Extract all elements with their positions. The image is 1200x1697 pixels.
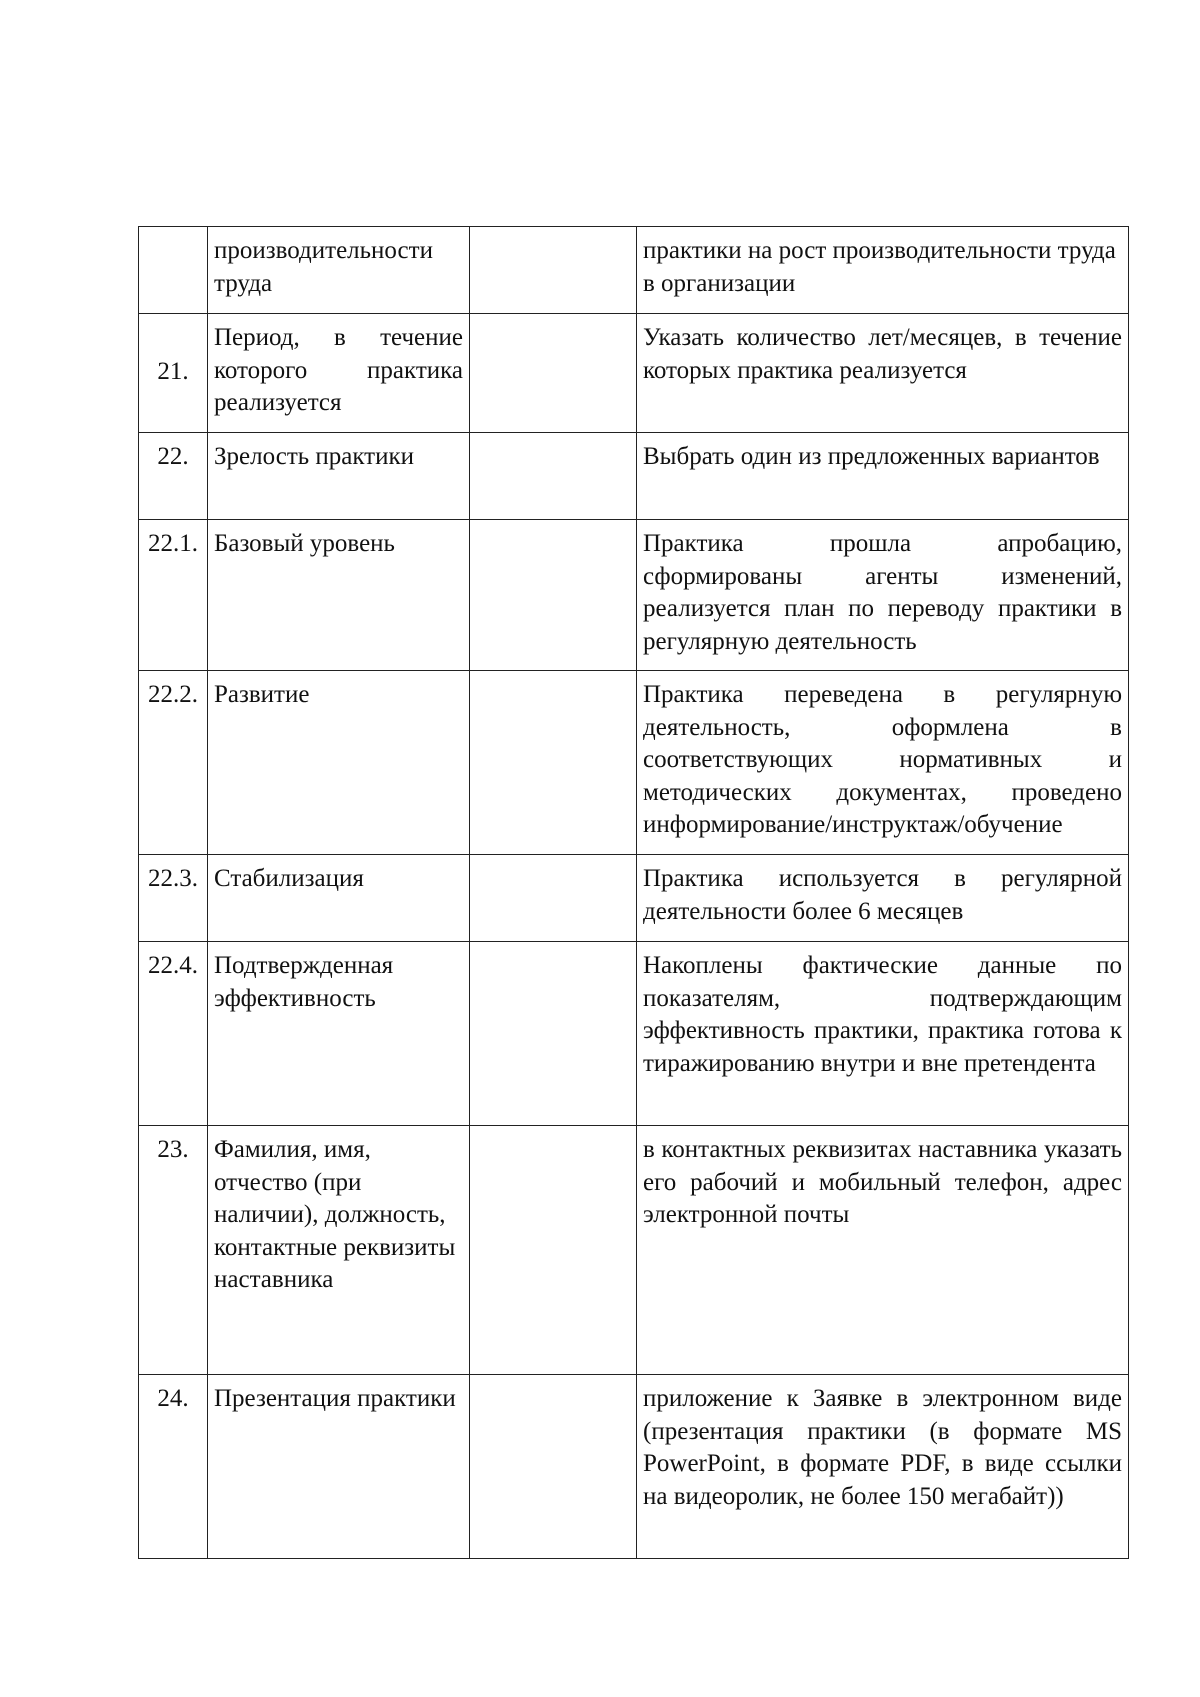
table-row bbox=[139, 855, 1129, 942]
row-number: 21. bbox=[139, 314, 208, 433]
field-name: Фамилия, имя, отчество (при наличии), должность, контактные реквизиты наставника bbox=[208, 1126, 470, 1375]
field-value-cell[interactable] bbox=[470, 433, 637, 520]
field-instruction: практики на рост производительности труда в организации bbox=[637, 227, 1129, 314]
table-row bbox=[139, 942, 1129, 1126]
field-instruction: в контактных реквизитах наставника указать его рабочий и мобильный телефон, адрес электронной почты bbox=[637, 1126, 1129, 1375]
table-row bbox=[139, 1375, 1129, 1559]
application-form-table bbox=[138, 226, 1129, 1559]
table-row bbox=[139, 520, 1129, 671]
field-value-cell[interactable] bbox=[470, 671, 637, 855]
field-instruction: Указать количество лет/месяцев, в течение которых практика реализуется bbox=[637, 314, 1129, 433]
field-instruction: Практика переведена в регулярную деятельность, оформлена в соответствующих нормативных и методических документах, проведено информирование/инструктаж/обучение bbox=[637, 671, 1129, 855]
field-name: Зрелость практики bbox=[208, 433, 470, 520]
field-name: Период, в течение которого практика реализуется bbox=[208, 314, 470, 433]
field-value-cell[interactable] bbox=[470, 1375, 637, 1559]
table-row bbox=[139, 227, 1129, 314]
row-number: 24. bbox=[139, 1375, 208, 1559]
table-row bbox=[139, 1126, 1129, 1375]
field-value-cell[interactable] bbox=[470, 942, 637, 1126]
field-name: Стабилизация bbox=[208, 855, 470, 942]
row-number: 22.2. bbox=[139, 671, 208, 855]
field-instruction: Выбрать один из предложенных вариантов bbox=[637, 433, 1129, 520]
table-row bbox=[139, 671, 1129, 855]
table-row bbox=[139, 314, 1129, 433]
field-instruction: приложение к Заявке в электронном виде (презентация практики (в формате MS PowerPoint, в формате PDF, в виде ссылки на видеоролик, не более 150 мегабайт)) bbox=[637, 1375, 1129, 1559]
field-name: производительности труда bbox=[208, 227, 470, 314]
table-row bbox=[139, 433, 1129, 520]
row-number: 22. bbox=[139, 433, 208, 520]
row-number: 22.3. bbox=[139, 855, 208, 942]
field-instruction: Практика прошла апробацию, сформированы агенты изменений, реализуется план по переводу практики в регулярную деятельность bbox=[637, 520, 1129, 671]
field-instruction: Накоплены фактические данные по показателям, подтверждающим эффективность практики, практика готова к тиражированию внутри и вне претендента bbox=[637, 942, 1129, 1126]
field-value-cell[interactable] bbox=[470, 855, 637, 942]
row-number: 22.4. bbox=[139, 942, 208, 1126]
field-name: Презентация практики bbox=[208, 1375, 470, 1559]
field-instruction: Практика используется в регулярной деятельности более 6 месяцев bbox=[637, 855, 1129, 942]
row-number: 23. bbox=[139, 1126, 208, 1375]
row-number: 22.1. bbox=[139, 520, 208, 671]
field-value-cell[interactable] bbox=[470, 1126, 637, 1375]
field-value-cell[interactable] bbox=[470, 314, 637, 433]
field-value-cell[interactable] bbox=[470, 520, 637, 671]
field-name: Подтвержденная эффективность bbox=[208, 942, 470, 1126]
field-name: Развитие bbox=[208, 671, 470, 855]
field-name: Базовый уровень bbox=[208, 520, 470, 671]
field-value-cell[interactable] bbox=[470, 227, 637, 314]
row-number bbox=[139, 227, 208, 314]
